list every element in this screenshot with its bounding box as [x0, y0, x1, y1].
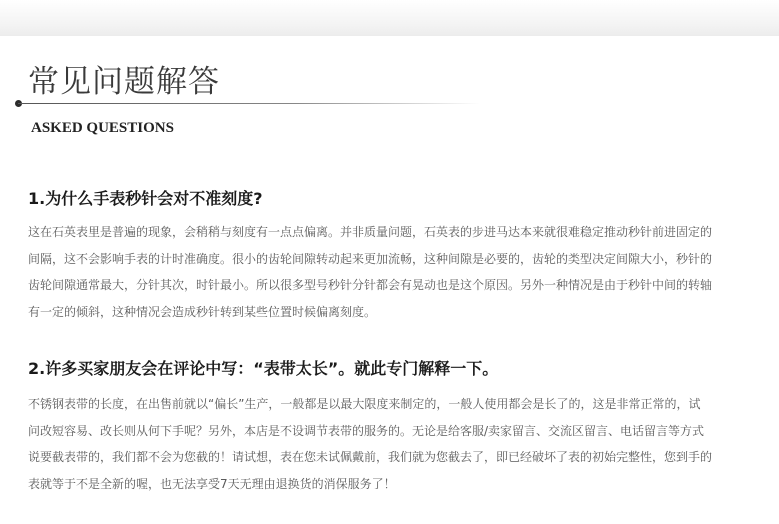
faq-answer-1-line: 间隔，这不会影响手表的计时准确度。很小的齿轮间隙转动起来更加流畅，这种间隙是必要的，齿轮的类型决定间隙大小，秒针的 — [28, 251, 713, 266]
faq-question-2: 2.许多买家朋友会在评论中写：“表带太长”。就此专门解释一下。 — [28, 359, 499, 378]
page-subtitle: ASKED QUESTIONS — [31, 120, 174, 136]
title-underline — [18, 103, 480, 104]
top-gray-band — [0, 0, 779, 36]
faq-answer-2-line: 表就等于不是全新的喔，也无法享受7天无理由退换货的消保服务了！ — [28, 476, 396, 491]
faq-answer-2-line: 说要截表带的，我们都不会为您截的！请试想，表在您未试佩戴前，我们就为您截去了，即已经破坏了表的初始完整性，您到手的 — [28, 450, 713, 464]
faq-answer-1-line: 这在石英表里是普遍的现象，会稍稍与刻度有一点点偏离。并非质量问题，石英表的步进马达本来就很难稳定推动秒针前进固定的 — [28, 225, 713, 239]
faq-question-1: 1.为什么手表秒针会对不准刻度? — [28, 189, 263, 208]
faq-answer-2-line: 不锈钢表带的长度，在出售前就以“偏长”生产，一般都是以最大限度来制定的，一般人使用都会是长了的，这是非常正常的，试 — [28, 397, 701, 411]
faq-answer-1 — [28, 219, 758, 325]
faq-answer-2-line: 问改短容易、改长则从何下手呢？另外，本店是不设调节表带的服务的。无论是给客服/卖家留言、交流区留言、电话留言等方式 — [28, 423, 705, 438]
page-title: 常见问题解答 — [28, 64, 220, 100]
faq-answer-1-line: 齿轮间隙通常最大，分针其次，时针最小。所以很多型号秒针分针都会有晃动也是这个原因。另外一种情况是由于秒针中间的转轴 — [28, 278, 713, 292]
faq-answer-2 — [28, 391, 758, 497]
faq-answer-1-line: 有一定的倾斜，这种情况会造成秒针转到某些位置时候偏离刻度。 — [28, 304, 377, 319]
